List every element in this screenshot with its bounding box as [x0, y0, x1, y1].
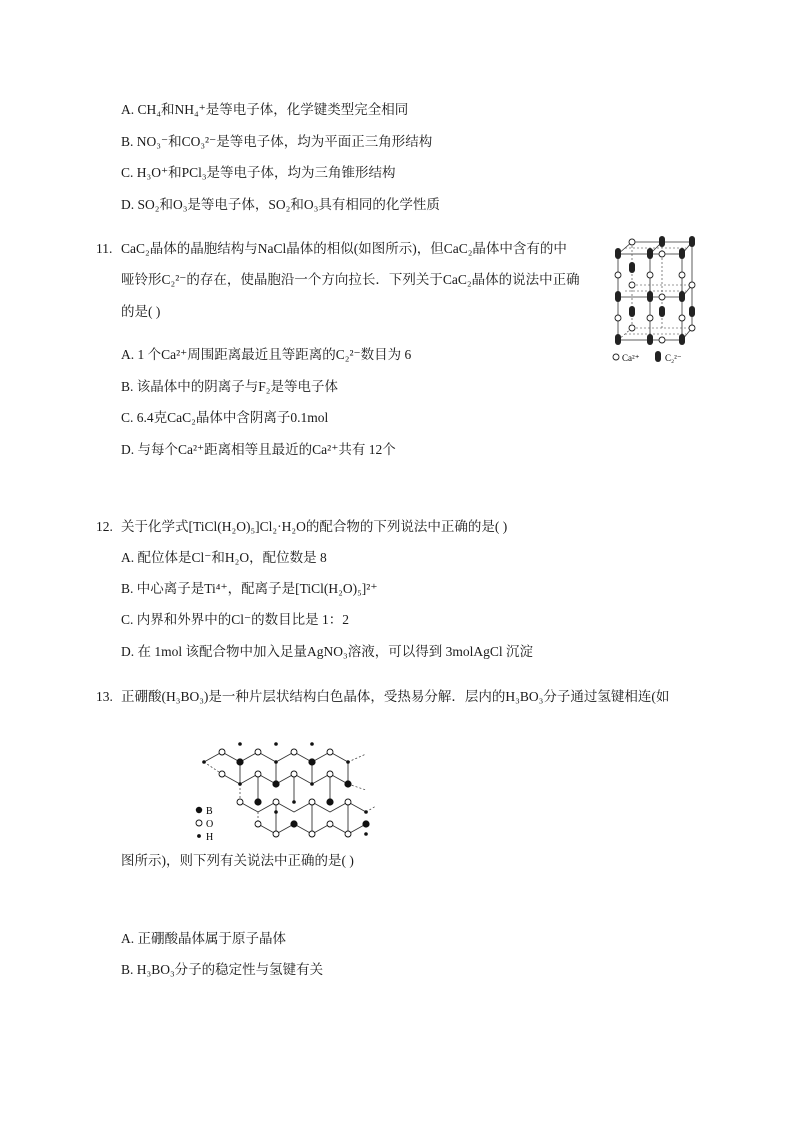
q12-option-a: A. 配位体是Cl⁻和H₂O，配位数是 8	[121, 550, 327, 565]
legend-b-label: B	[206, 806, 213, 817]
q11-stem-line2: 哑铃形C₂²⁻的存在，使晶胞沿一个方向拉长．下列关于CaC₂晶体的说法中正确	[121, 272, 580, 287]
legend-ca-label: Ca²⁺	[622, 353, 640, 363]
q13-stem-line1: 正硼酸(H₃BO₃)是一种片层状结构白色晶体，受热易分解．层内的H₃BO₃分子通过氢键相连(如	[121, 689, 670, 704]
q10-option-d: D. SO₂和O₃是等电子体，SO₂和O₃具有相同的化学性质	[121, 197, 440, 212]
legend-ca-marker	[613, 354, 619, 360]
q11-number: 11.	[96, 241, 113, 256]
q12-option-c: C. 内界和外界中的Cl⁻的数目比是 1：2	[121, 612, 350, 627]
q13-option-b: B. H₃BO₃分子的稳定性与氢键有关	[121, 962, 324, 977]
q12-option-b: B. 中心离子是Ti⁴⁺，配离子是[TiCl(H₂O)₅]²⁺	[121, 581, 378, 596]
q13-option-a: A. 正硼酸晶体属于原子晶体	[121, 931, 286, 946]
legend-c2-marker	[655, 351, 661, 362]
legend-o-label: O	[206, 819, 214, 830]
q11-stem-line1: CaC₂晶体的晶胞结构与NaCl晶体的相似(如图所示)，但CaC₂晶体中含有的中	[121, 241, 567, 256]
cac2-unit-cell-figure	[606, 232, 698, 368]
q11-stem-line3: 的是( )	[121, 304, 161, 319]
q12-number: 12.	[96, 519, 113, 534]
q11-option-d: D. 与每个Ca²⁺距离相等且最近的Ca²⁺共有 12个	[121, 442, 396, 457]
q12-stem: 关于化学式[TiCl(H₂O)₅]Cl₂·H₂O的配合物的下列说法中正确的是( )	[121, 519, 508, 534]
legend-h-label: H	[206, 832, 214, 843]
q10-option-c: C. H₃O⁺和PCl₃是等电子体，均为三角锥形结构	[121, 165, 396, 180]
q10-option-a: A. CH₄和NH₄⁺是等电子体，化学键类型完全相同	[121, 102, 409, 117]
q11-option-c: C. 6.4克CaC₂晶体中含阴离子0.1mol	[121, 410, 329, 425]
legend-b-marker	[196, 807, 202, 813]
q11-option-b: B. 该晶体中的阴离子与F₂是等电子体	[121, 379, 338, 394]
boric-acid-layer-figure	[186, 740, 384, 844]
q11-option-a: A. 1 个Ca²⁺周围距离最近且等距离的C₂²⁻数目为 6	[121, 347, 412, 362]
q12-option-d: D. 在 1mol 该配合物中加入足量AgNO₃溶液，可以得到 3molAgCl 沉淀	[121, 644, 533, 659]
q13-number: 13.	[96, 689, 113, 704]
legend-o-marker	[196, 820, 202, 826]
legend-c2-label: C₂²⁻	[665, 353, 682, 363]
q10-option-b: B. NO₃⁻和CO₃²⁻是等电子体，均为平面正三角形结构	[121, 134, 433, 149]
legend-h-marker	[197, 834, 201, 838]
q13-stem-line2: 图所示)，则下列有关说法中正确的是( )	[121, 853, 354, 868]
